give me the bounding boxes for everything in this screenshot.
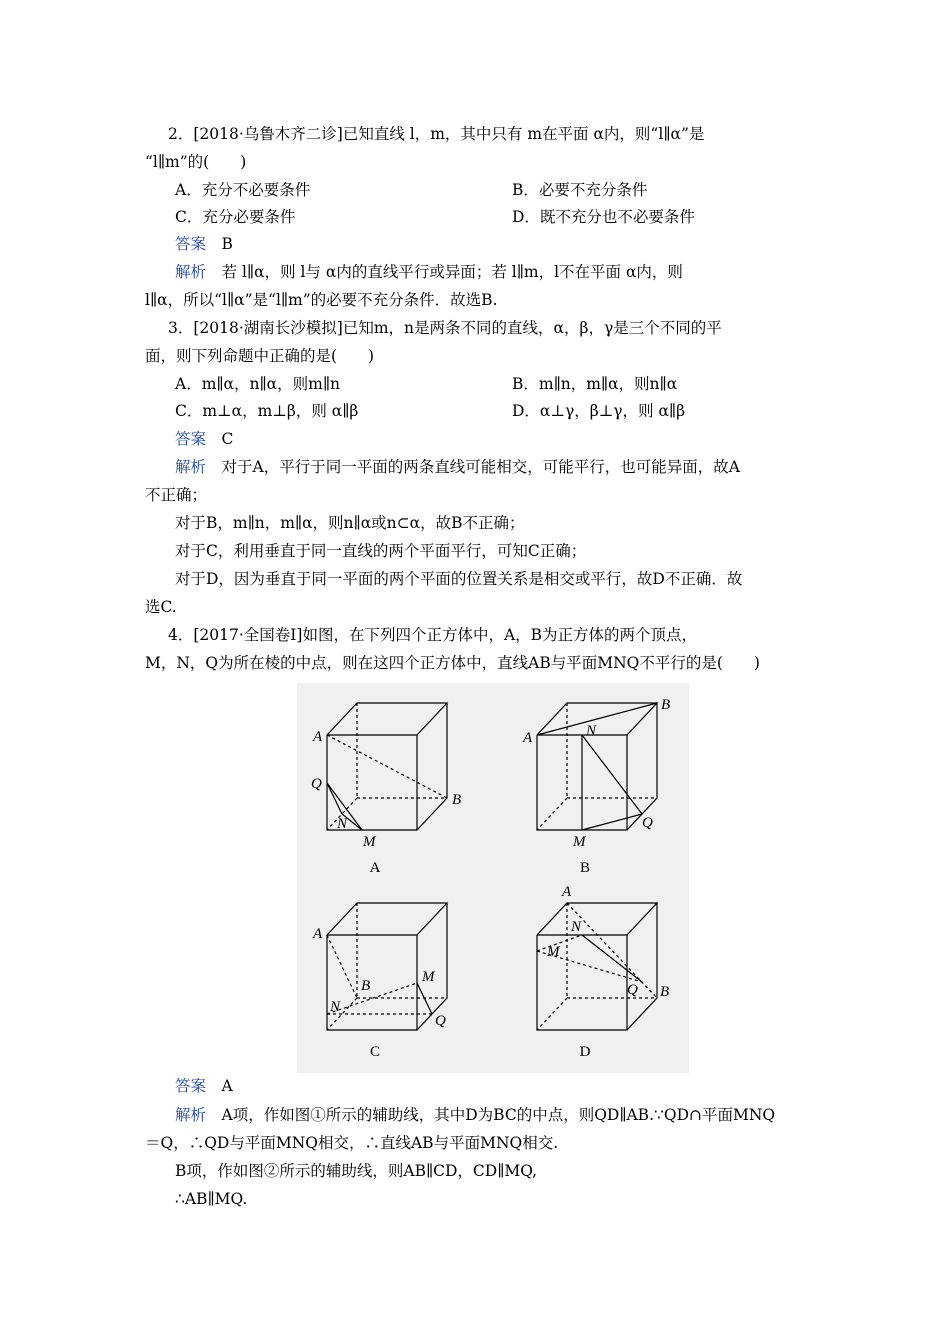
- q3-answer: [175, 429, 233, 449]
- q3-option-b: B．m∥n，m∥α，则n∥α: [512, 375, 678, 393]
- caption-a: A: [369, 860, 381, 876]
- caption-b: B: [579, 860, 591, 876]
- answer-label: 答案: [175, 1077, 207, 1095]
- q4-stem-line1: 4．[2017·全国卷Ⅰ]如图，在下列四个正方体中，A，B为正方体的两个顶点，: [168, 626, 698, 644]
- q3-analysis-line1: [175, 457, 740, 477]
- label-a-A: A: [313, 729, 323, 745]
- answer-label: 答案: [175, 235, 207, 253]
- q2-stem-line2: “l∥m”的( ): [145, 153, 247, 171]
- label-c-N: N: [330, 999, 341, 1015]
- q3-stem-line2: 面，则下列命题中正确的是( ): [145, 347, 375, 365]
- q3-option-d: D．α⊥γ，β⊥γ，则 α∥β: [512, 402, 686, 420]
- label-c-Q: Q: [435, 1013, 446, 1029]
- q3-option-a: A．m∥α，n∥α，则m∥n: [175, 375, 340, 393]
- q2-option-c: C．充分必要条件: [175, 208, 296, 226]
- analysis-label: 解析: [175, 1106, 207, 1124]
- label-b-B: B: [661, 697, 671, 713]
- label-c-M: M: [422, 969, 435, 985]
- q2-answer: [175, 234, 233, 254]
- q2-analysis-line1: [175, 262, 683, 282]
- label-c-A: A: [313, 926, 323, 942]
- analysis-text: 对于A，平行于同一平面的两条直线可能相交，可能平行，也可能异面，故A: [221, 458, 740, 476]
- analysis-label: 解析: [175, 263, 207, 281]
- q2-option-b: B．必要不充分条件: [512, 181, 648, 199]
- answer-value: A: [221, 1077, 233, 1095]
- q4-answer: [175, 1076, 233, 1096]
- analysis-text: A项，作如图①所示的辅助线，其中D为BC的中点，则QD∥AB.∵QD∩平面MNQ: [221, 1106, 776, 1124]
- label-a-Q: Q: [311, 776, 322, 792]
- label-b-M: M: [573, 834, 586, 850]
- q3-stem-line1: 3．[2018·湖南长沙模拟]已知m，n是两条不同的直线，α，β，γ是三个不同的平: [168, 319, 722, 337]
- q4-analysis-line2: ＝Q，∴QD与平面MNQ相交，∴直线AB与平面MNQ相交.: [145, 1134, 559, 1152]
- q4-analysis-line4: ∴AB∥MQ.: [175, 1190, 248, 1208]
- label-a-M: M: [363, 834, 376, 850]
- q2-option-a: A．充分不必要条件: [175, 181, 311, 199]
- label-d-A: A: [562, 884, 572, 900]
- label-a-N: N: [337, 816, 348, 832]
- answer-label: 答案: [175, 430, 207, 448]
- q3-analysis-line6: 选C.: [145, 598, 177, 616]
- label-b-N: N: [586, 723, 597, 739]
- q4-analysis-line3: B项，作如图②所示的辅助线，则AB∥CD，CD∥MQ,: [175, 1162, 538, 1180]
- label-d-B: B: [660, 984, 670, 1000]
- q2-option-d: D．既不充分也不必要条件: [512, 208, 695, 226]
- q3-analysis-line2: 不正确；: [145, 486, 208, 504]
- label-c-B: B: [361, 978, 371, 994]
- q3-analysis-line3: 对于B，m∥n，m∥α，则n∥α或n⊂α，故B不正确；: [175, 514, 525, 532]
- q2-stem-line1: 2．[2018·乌鲁木齐二诊]已知直线 l，m，其中只有 m在平面 α内，则“l∥α”是: [168, 125, 705, 143]
- label-d-M: M: [547, 944, 560, 960]
- analysis-label: 解析: [175, 458, 207, 476]
- label-d-N: N: [571, 919, 582, 935]
- label-a-B: B: [452, 792, 462, 808]
- q3-option-c: C．m⊥α，m⊥β，则 α∥β: [175, 402, 359, 420]
- cube-figure: [297, 683, 689, 1073]
- caption-c: C: [369, 1044, 381, 1060]
- q4-analysis-line1: [175, 1105, 775, 1125]
- answer-value: B: [221, 235, 233, 253]
- label-d-Q: Q: [627, 982, 638, 998]
- q3-analysis-line5: 对于D，因为垂直于同一平面的两个平面的位置关系是相交或平行，故D不正确．故: [175, 570, 743, 588]
- q4-stem-line2: M，N，Q为所在棱的中点，则在这四个正方体中，直线AB与平面MNQ不平行的是( ): [145, 654, 760, 672]
- label-b-Q: Q: [642, 815, 653, 831]
- caption-d: D: [579, 1044, 591, 1060]
- analysis-text: 若 l∥α，则 l与 α内的直线平行或异面；若 l∥m，l不在平面 α内，则: [221, 263, 683, 281]
- q3-analysis-line4: 对于C，利用垂直于同一直线的两个平面平行，可知C正确；: [175, 542, 587, 560]
- q2-analysis-line2: l∥α，所以“l∥α”是“l∥m”的必要不充分条件．故选B.: [145, 291, 498, 309]
- label-b-A: A: [523, 730, 533, 746]
- answer-value: C: [221, 430, 234, 448]
